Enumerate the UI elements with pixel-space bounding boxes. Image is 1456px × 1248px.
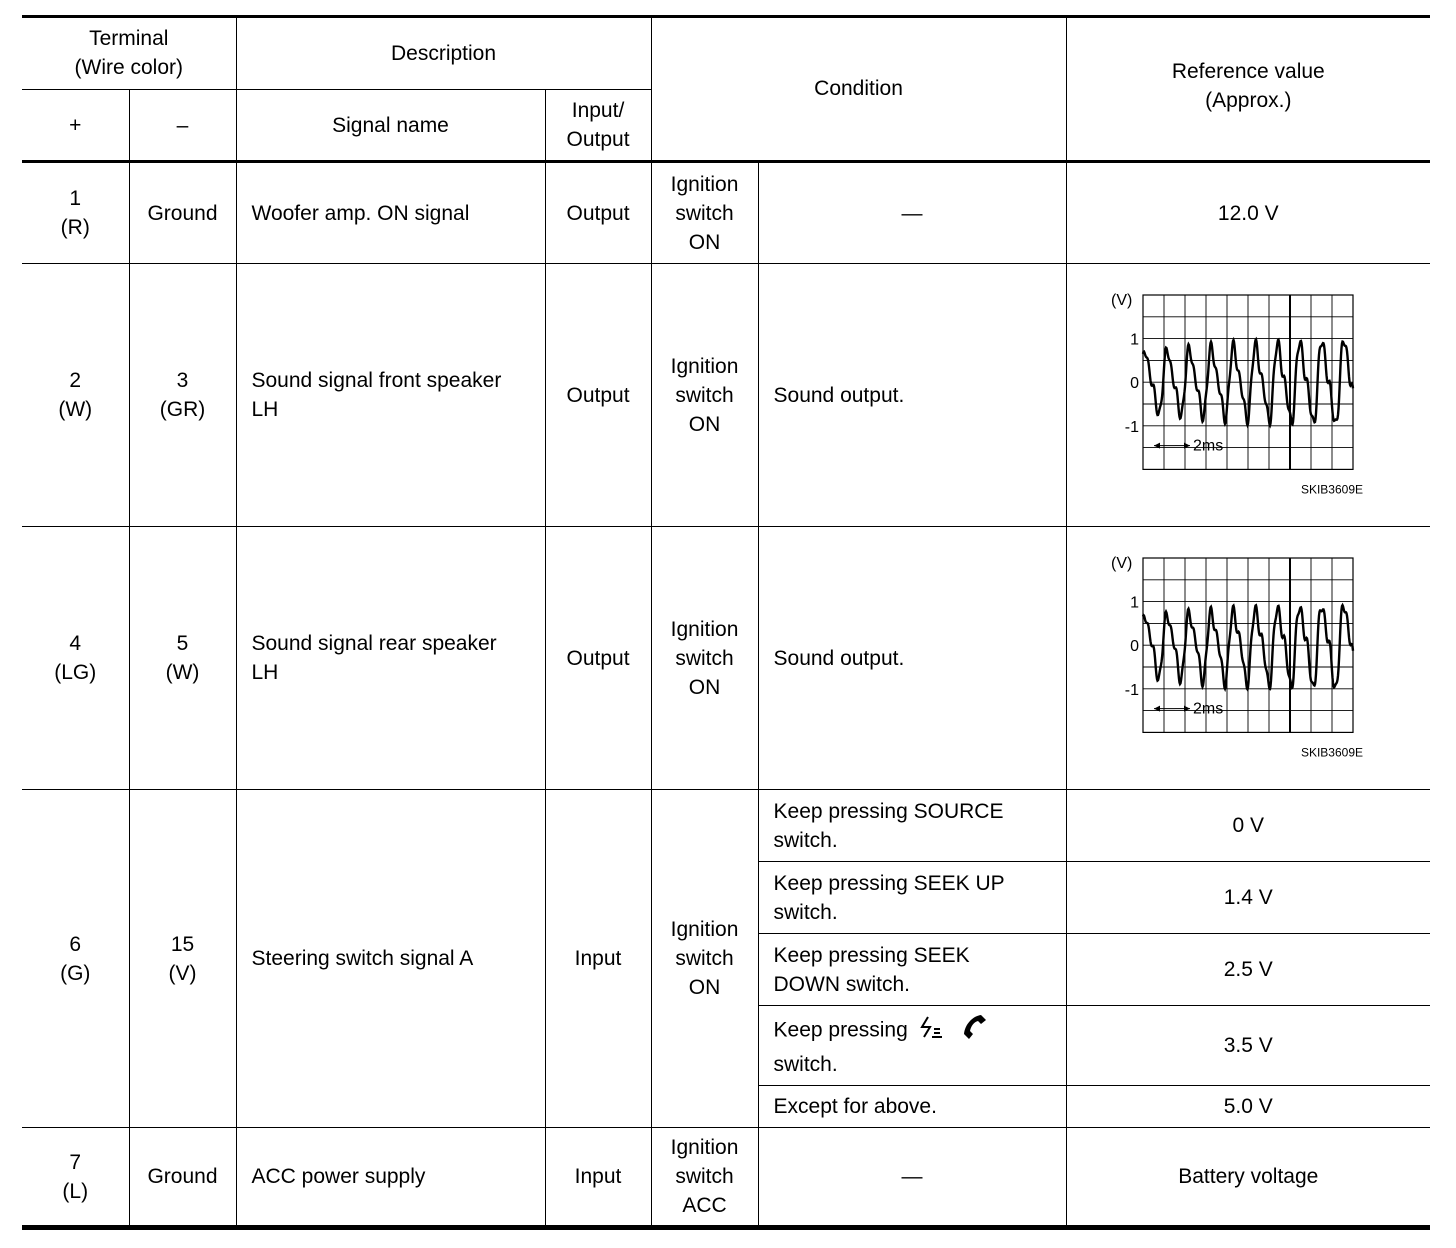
plus-terminal bbox=[22, 1128, 129, 1226]
plus-terminal bbox=[22, 790, 129, 1128]
condition-line: ON bbox=[688, 412, 721, 436]
table-row bbox=[22, 527, 1430, 790]
waveform-y-label: 1 bbox=[1130, 594, 1140, 612]
condition-line: Ignition bbox=[670, 617, 739, 641]
input-output: Output bbox=[545, 527, 651, 790]
reference-value: 3.5 V bbox=[1066, 1006, 1430, 1086]
terminal-number: 15 bbox=[170, 932, 195, 956]
signal-line: LH bbox=[251, 398, 279, 421]
waveform-y-label: 1 bbox=[1130, 331, 1140, 349]
header-terminal bbox=[22, 17, 236, 90]
condition-line: Keep pressing SEEK UP bbox=[773, 871, 1005, 895]
figure-code: SKIB3609E bbox=[1301, 481, 1364, 496]
minus-terminal: Ground bbox=[129, 1128, 236, 1226]
terminal-reference-table bbox=[22, 16, 1430, 1226]
header-condition: Condition bbox=[651, 17, 1066, 162]
reference-value: 5.0 V bbox=[1066, 1086, 1430, 1128]
waveform-y-label: -1 bbox=[1125, 418, 1140, 436]
signal-name bbox=[236, 527, 545, 790]
condition-detail bbox=[758, 934, 1066, 1006]
wire-color: (W) bbox=[165, 661, 200, 684]
signal-name: ACC power supply bbox=[236, 1128, 545, 1226]
condition-switch bbox=[651, 264, 758, 527]
wire-color: (R) bbox=[60, 216, 90, 239]
condition-line: Ignition bbox=[670, 172, 739, 196]
condition-line: ON bbox=[688, 675, 721, 699]
minus-terminal bbox=[129, 790, 236, 1128]
reference-waveform bbox=[1066, 264, 1430, 527]
header-signal-name: Signal name bbox=[236, 90, 545, 162]
wire-color: (W) bbox=[58, 398, 93, 421]
reference-waveform bbox=[1066, 527, 1430, 790]
terminal-number: 1 bbox=[69, 187, 82, 210]
terminal-number: 4 bbox=[69, 632, 82, 655]
table-row bbox=[22, 162, 1430, 264]
terminal-number: 6 bbox=[69, 932, 82, 956]
condition-detail: Sound output. bbox=[758, 527, 1066, 790]
voice-recognition-icon bbox=[918, 1013, 946, 1049]
header-terminal-line2: (Wire color) bbox=[74, 56, 183, 79]
condition-line: switch. bbox=[773, 900, 838, 924]
header-reference-value bbox=[1066, 17, 1430, 162]
terminal-number: 7 bbox=[69, 1150, 82, 1174]
table-row bbox=[22, 1128, 1430, 1226]
condition-line: switch bbox=[675, 383, 734, 407]
condition-line: switch bbox=[675, 201, 734, 225]
plus-terminal bbox=[22, 527, 129, 790]
header-plus: + bbox=[22, 90, 129, 162]
condition-detail: — bbox=[758, 1128, 1066, 1226]
figure-code: SKIB3609E bbox=[1301, 744, 1364, 759]
input-output: Input bbox=[545, 790, 651, 1128]
header-minus: – bbox=[129, 90, 236, 162]
table-row bbox=[22, 264, 1430, 527]
minus-terminal bbox=[129, 264, 236, 527]
condition-line: Keep pressing SEEK bbox=[773, 943, 970, 967]
plus-terminal bbox=[22, 162, 129, 264]
header-io-line1: Input/ bbox=[571, 99, 625, 122]
signal-line: Sound signal rear speaker bbox=[251, 632, 497, 655]
reference-value: 12.0 V bbox=[1066, 162, 1430, 264]
condition-line: Keep pressing SOURCE bbox=[773, 799, 1004, 823]
waveform-time-label: 2ms bbox=[1193, 437, 1224, 455]
plus-terminal bbox=[22, 264, 129, 527]
oscilloscope-waveform-rear bbox=[1103, 546, 1393, 771]
condition-line: switch. bbox=[773, 828, 838, 852]
input-output: Input bbox=[545, 1128, 651, 1226]
condition-detail bbox=[758, 862, 1066, 934]
header-ref-line1: Reference value bbox=[1171, 60, 1325, 83]
condition-switch bbox=[651, 162, 758, 264]
waveform-y-label: 0 bbox=[1130, 637, 1140, 655]
condition-detail: Sound output. bbox=[758, 264, 1066, 527]
condition-line: DOWN switch. bbox=[773, 972, 911, 996]
condition-switch bbox=[651, 790, 758, 1128]
header-ref-line2: (Approx.) bbox=[1205, 89, 1292, 112]
condition-switch bbox=[651, 527, 758, 790]
waveform-unit-label: (V) bbox=[1111, 291, 1133, 309]
reference-value: Battery voltage bbox=[1066, 1128, 1430, 1226]
header-terminal-line1: Terminal bbox=[89, 27, 169, 50]
header-input-output bbox=[545, 90, 651, 162]
condition-detail: Except for above. bbox=[758, 1086, 1066, 1128]
minus-terminal: Ground bbox=[129, 162, 236, 264]
condition-line: switch. bbox=[773, 1053, 838, 1076]
oscilloscope-waveform-front bbox=[1103, 283, 1393, 508]
waveform-y-label: 0 bbox=[1130, 374, 1140, 392]
input-output: Output bbox=[545, 162, 651, 264]
header-io-line2: Output bbox=[566, 128, 630, 151]
condition-line: Ignition bbox=[670, 354, 739, 378]
condition-detail bbox=[758, 1006, 1066, 1086]
terminal-number: 2 bbox=[69, 369, 82, 392]
waveform-y-label: -1 bbox=[1125, 681, 1140, 699]
input-output: Output bbox=[545, 264, 651, 527]
terminal-number: 5 bbox=[176, 632, 189, 655]
reference-value: 0 V bbox=[1066, 790, 1430, 862]
table-bottom-border bbox=[22, 1226, 1430, 1230]
signal-line: LH bbox=[251, 661, 279, 684]
condition-line: ON bbox=[688, 230, 721, 254]
wire-color: (L) bbox=[62, 1179, 89, 1203]
condition-line: Ignition bbox=[670, 1136, 739, 1159]
table-row bbox=[22, 790, 1430, 862]
waveform-time-label: 2ms bbox=[1193, 700, 1224, 718]
condition-line bbox=[774, 1012, 1056, 1050]
condition-text: Keep pressing bbox=[773, 1018, 908, 1042]
signal-name: Steering switch signal A bbox=[236, 790, 545, 1128]
signal-name: Woofer amp. ON signal bbox=[236, 162, 545, 264]
condition-switch bbox=[651, 1128, 758, 1226]
wire-color: (G) bbox=[60, 961, 91, 985]
wire-color: (GR) bbox=[159, 398, 206, 421]
waveform-unit-label: (V) bbox=[1111, 554, 1133, 572]
condition-line: switch bbox=[675, 1165, 734, 1188]
header-description: Description bbox=[236, 17, 651, 90]
reference-value: 2.5 V bbox=[1066, 934, 1430, 1006]
reference-value: 1.4 V bbox=[1066, 862, 1430, 934]
minus-terminal bbox=[129, 527, 236, 790]
signal-name bbox=[236, 264, 545, 527]
condition-detail: — bbox=[758, 162, 1066, 264]
condition-line: ON bbox=[688, 976, 721, 999]
wire-color: (V) bbox=[168, 961, 197, 985]
terminal-number: 3 bbox=[176, 369, 189, 392]
wire-color: (LG) bbox=[54, 661, 97, 684]
condition-line: ACC bbox=[682, 1194, 727, 1217]
condition-detail bbox=[758, 790, 1066, 862]
condition-line: switch bbox=[675, 947, 734, 970]
condition-line: Ignition bbox=[670, 918, 739, 941]
condition-line: switch bbox=[675, 646, 734, 670]
signal-line: Sound signal front speaker bbox=[251, 369, 502, 392]
phone-icon bbox=[959, 1012, 989, 1050]
